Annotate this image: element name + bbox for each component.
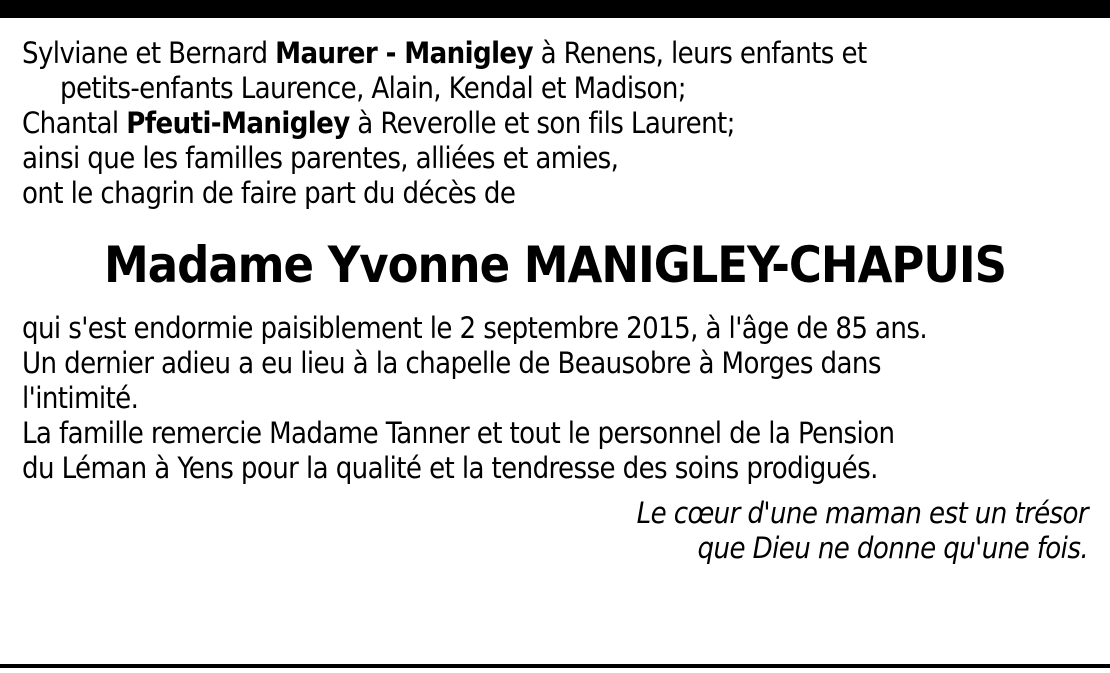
notice-details (22, 311, 1088, 486)
family-name-pfeuti-manigley: Pfeuti-Manigley (126, 106, 350, 140)
quote-line-1: Le cœur d'une maman est un trésor (636, 496, 1088, 530)
details-line-3: l'intimité. (22, 381, 139, 415)
family-line-3-prefix: Chantal (22, 106, 127, 140)
bottom-border (0, 664, 1110, 668)
deceased-name: Madame Yvonne MANIGLEY-CHAPUIS (104, 236, 1006, 294)
family-name-maurer-manigley: Maurer - Manigley (275, 36, 533, 70)
family-line-4: ainsi que les familles parentes, alliées et amies, (22, 141, 619, 175)
top-border (0, 0, 1110, 18)
details-line-2: Un dernier adieu a eu lieu à la chapelle de Beausobre à Morges dans (22, 346, 881, 380)
details-line-4: La famille remercie Madame Tanner et tout le personnel de la Pension (22, 416, 895, 450)
details-line-1: qui s'est endormie paisiblement le 2 septembre 2015, à l'âge de 85 ans. (22, 311, 928, 345)
family-line-5: ont le chagrin de faire part du décès de (22, 176, 516, 210)
family-line-1 (22, 36, 1088, 71)
details-line-5: du Léman à Yens pour la qualité et la tendresse des soins prodigués. (22, 451, 878, 485)
family-line-2: petits-enfants Laurence, Alain, Kendal et Madison; (60, 71, 686, 105)
death-notice (22, 36, 1088, 566)
quote-line-2: que Dieu ne donne qu'une fois. (697, 531, 1088, 565)
family-line-3 (22, 106, 1088, 141)
family-line-1-prefix: Sylviane et Bernard (22, 36, 276, 70)
family-line-1-suffix: à Renens, leurs enfants et (532, 36, 867, 70)
closing-quote (22, 496, 1088, 566)
family-line-3-suffix: à Reverolle et son fils Laurent; (349, 106, 735, 140)
